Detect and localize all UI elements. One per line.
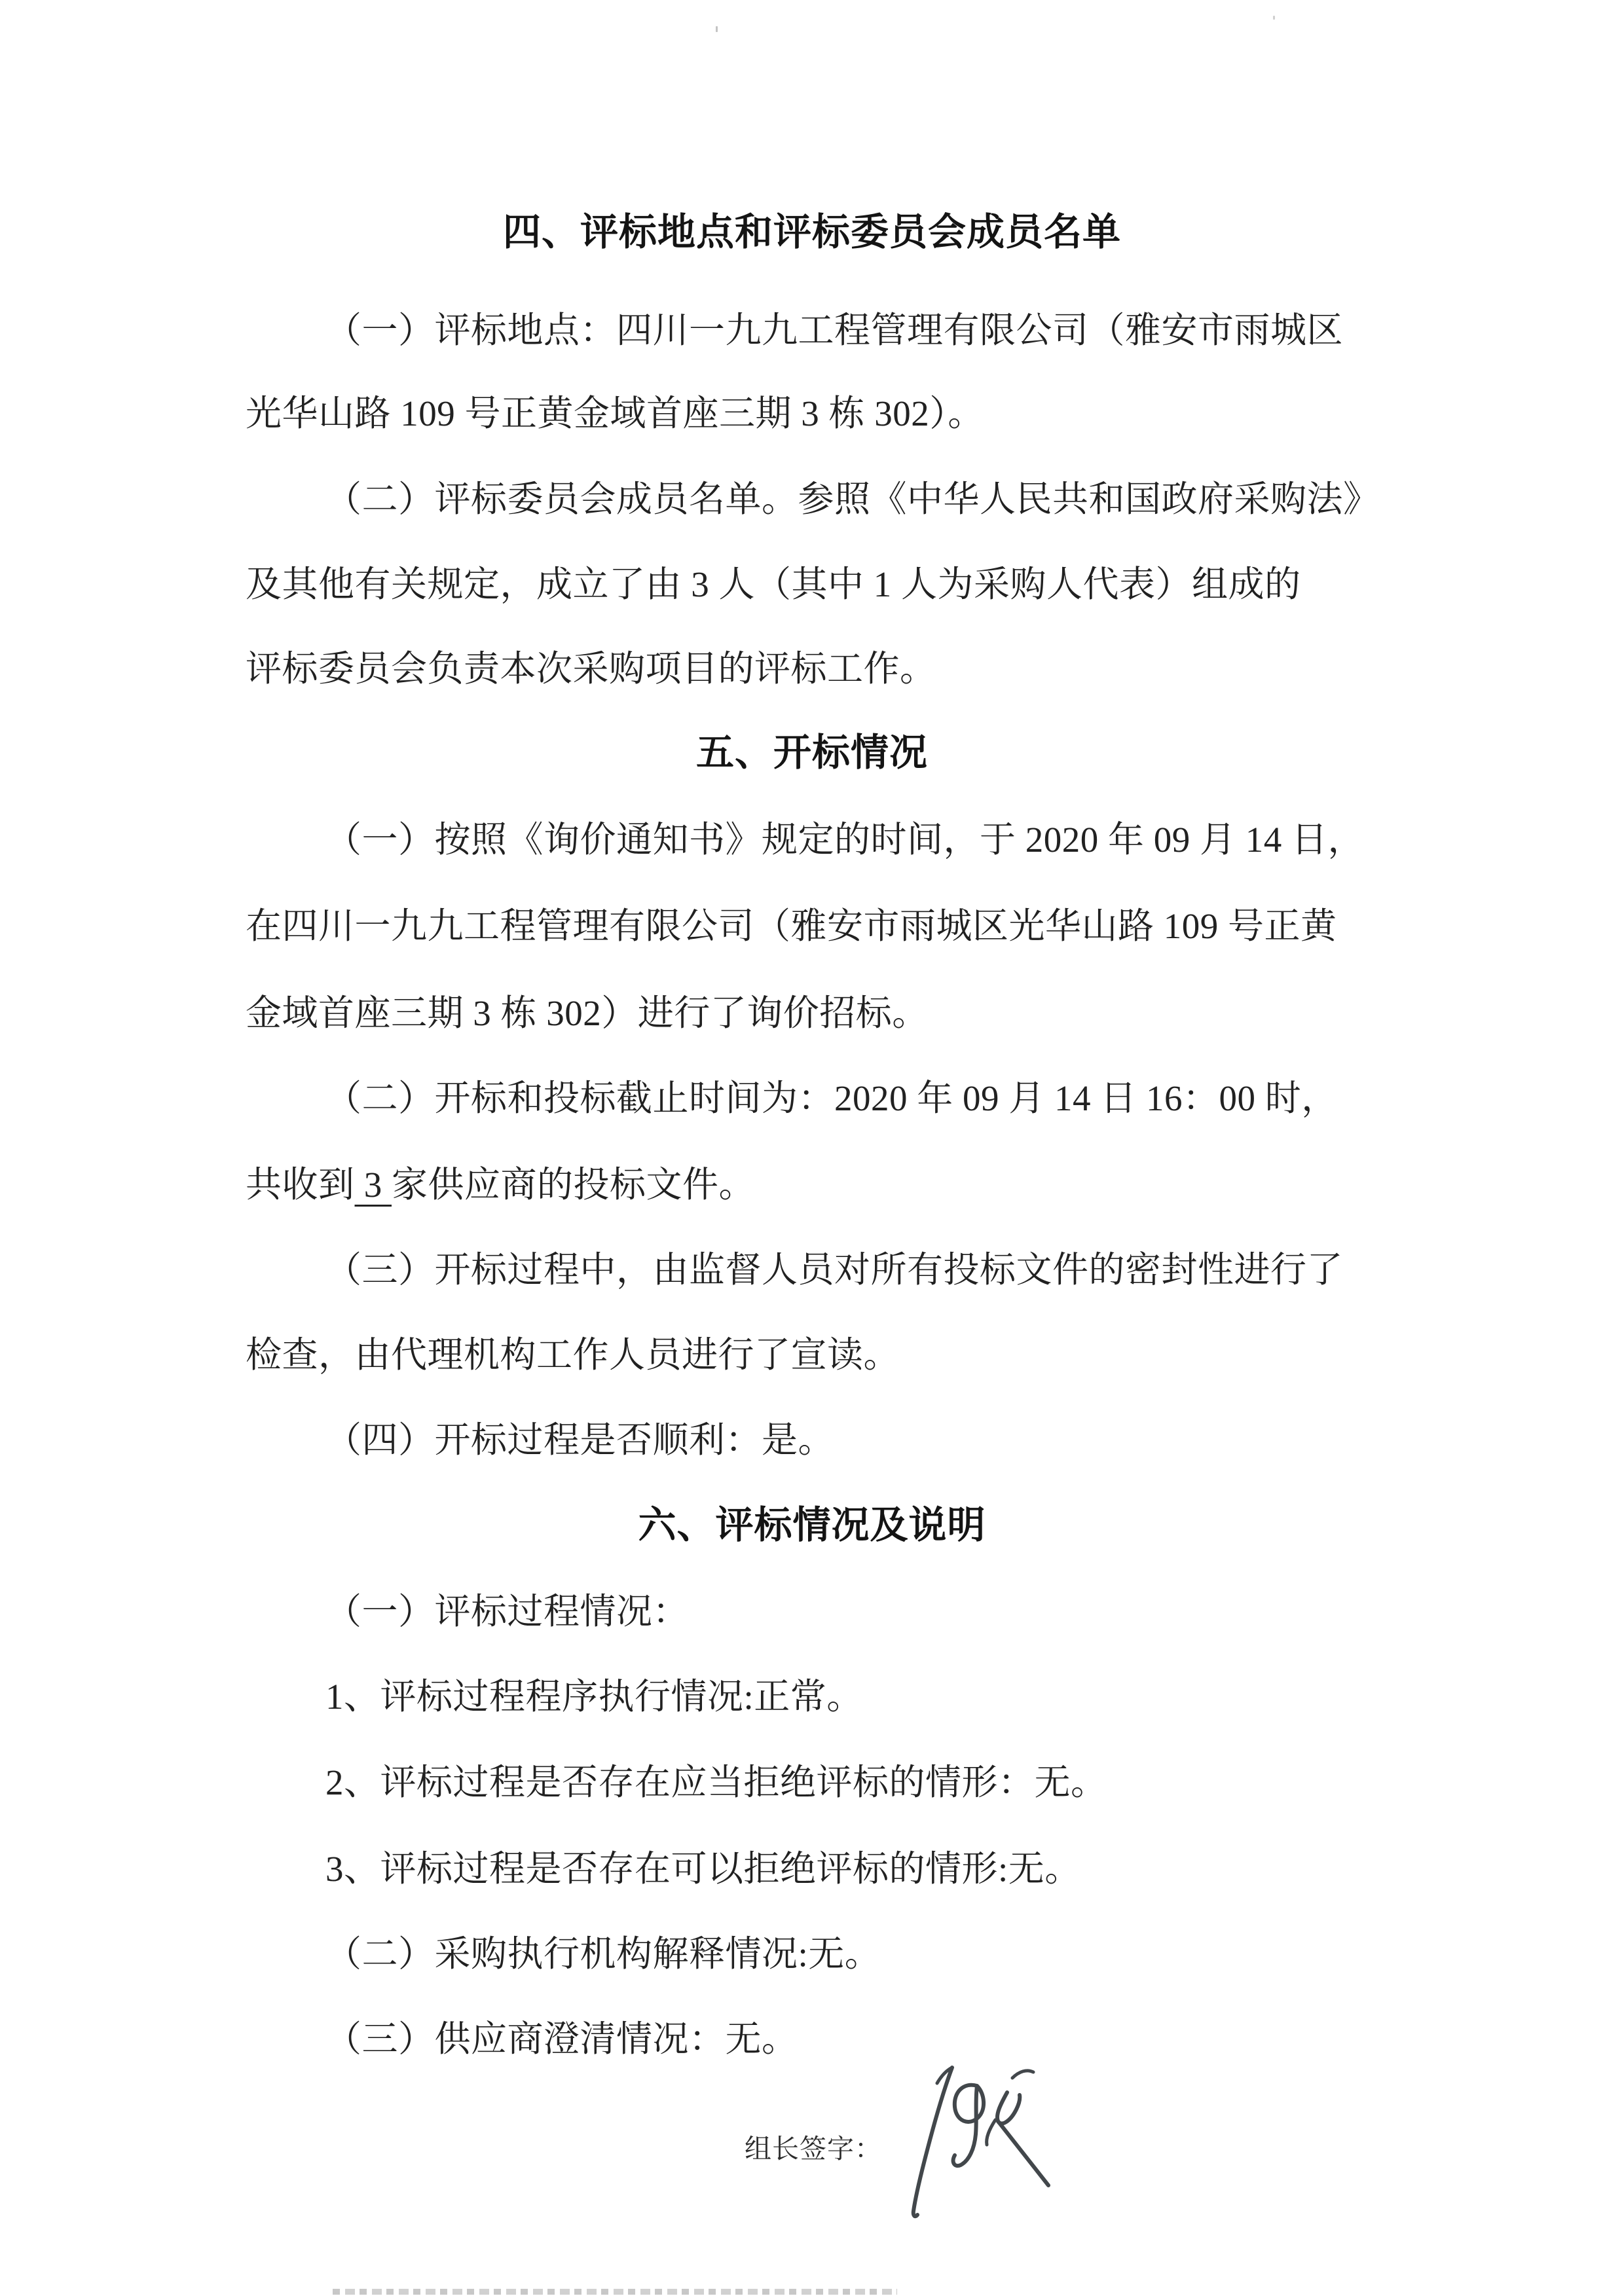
s4-paragraph-2-line-2: 及其他有关规定，成立了由 3 人（其中 1 人为采购人代表）组成的 — [246, 564, 1301, 604]
s4-paragraph-2-line-3: 评标委员会负责本次采购项目的评标工作。 — [246, 649, 936, 689]
s4-paragraph-1-line-2: 光华山路 109 号正黄金域首座三期 3 栋 302）。 — [246, 393, 984, 433]
s6-paragraph-1-line-1: （一）评标过程情况： — [325, 1592, 690, 1631]
s5-paragraph-3-line-1: （三）开标过程中，由监督人员对所有投标文件的密封性进行了 — [325, 1250, 1344, 1290]
s5-paragraph-4-line-1: （四）开标过程是否顺利：是。 — [325, 1420, 835, 1460]
supplier-count-prefix: 共收到 — [246, 1165, 355, 1205]
section-6-heading: 六、评标情况及说明 — [638, 1504, 986, 1546]
s5-paragraph-3-line-2: 检查，由代理机构工作人员进行了宣读。 — [246, 1335, 900, 1375]
s5-paragraph-1-line-3: 金域首座三期 3 栋 302）进行了询价招标。 — [246, 993, 929, 1033]
cutoff-text-fragment — [333, 2289, 897, 2295]
supplier-count-value: 3 — [354, 1165, 392, 1205]
s6-item-2: 2、评标过程是否存在应当拒绝评标的情形：无。 — [325, 1762, 1107, 1802]
group-leader-signature-label: 组长签字： — [745, 2134, 882, 2164]
s6-paragraph-3-line-1: （三）供应商澄清情况：无。 — [325, 2019, 798, 2059]
s4-paragraph-2-line-1: （二）评标委员会成员名单。参照《中华人民共和国政府采购法》 — [325, 479, 1380, 519]
section-5-heading: 五、开标情况 — [695, 731, 928, 774]
s6-item-3: 3、评标过程是否存在可以拒绝评标的情形:无。 — [325, 1849, 1081, 1889]
s6-paragraph-2-line-1: （二）采购执行机构解释情况:无。 — [325, 1934, 881, 1974]
s5-paragraph-2-line-1: （二）开标和投标截止时间为：2020 年 09 月 14 日 16：00 时， — [325, 1078, 1338, 1118]
scan-speck — [1273, 16, 1275, 20]
s6-item-1: 1、评标过程程序执行情况:正常。 — [325, 1677, 863, 1717]
s4-paragraph-1-line-1: （一）评标地点：四川一九九工程管理有限公司（雅安市雨城区 — [325, 310, 1344, 350]
scan-speck — [716, 26, 718, 32]
s5-paragraph-1-line-2: 在四川一九九工程管理有限公司（雅安市雨城区光华山路 109 号正黄 — [246, 906, 1337, 946]
section-4-heading: 四、评标地点和评标委员会成员名单 — [502, 211, 1121, 253]
handwritten-signature — [896, 2064, 1060, 2224]
s5-paragraph-2-line-2 — [246, 1142, 1398, 1228]
supplier-count-suffix: 家供应商的投标文件。 — [392, 1165, 756, 1205]
s5-paragraph-1-line-1: （一）按照《询价通知书》规定的时间，于 2020 年 09 月 14 日， — [325, 820, 1365, 860]
